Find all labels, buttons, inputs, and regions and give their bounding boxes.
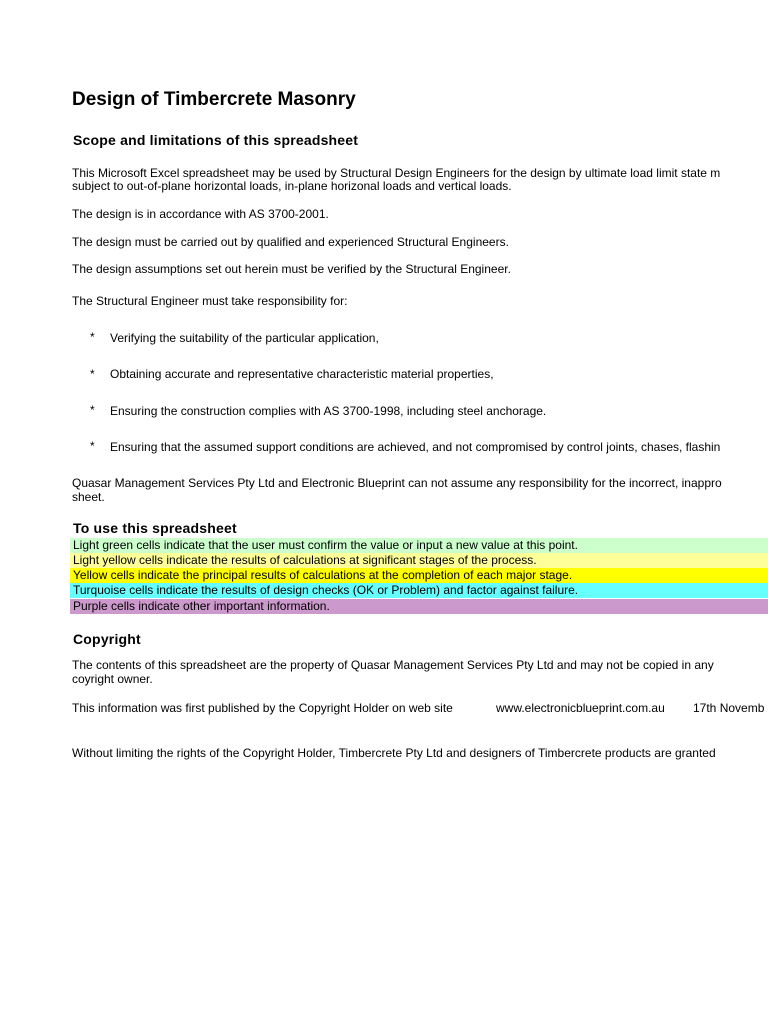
rights-text: Without limiting the rights of the Copyright Holder, Timbercrete Pty Ltd and designers of Timbercrete products are granted bbox=[72, 746, 716, 760]
legend-row-yellow[interactable]: Yellow cells indicate the principal results of calculations at the completion of each major stage. bbox=[70, 568, 768, 583]
intro-line-1: This Microsoft Excel spreadsheet may be used by Structural Design Engineers for the design by ultimate load limit state m bbox=[72, 166, 721, 180]
qualified-text: The design must be carried out by qualified and experienced Structural Engineers. bbox=[72, 235, 509, 249]
bullet-marker: * bbox=[90, 403, 95, 417]
legend-row-light-green[interactable]: Light green cells indicate that the user must confirm the value or input a new value at this point. bbox=[70, 538, 768, 553]
assumptions-text: The design assumptions set out herein must be verified by the Structural Engineer. bbox=[72, 262, 511, 276]
bullet-marker: * bbox=[90, 367, 95, 381]
copyright-line-1: The contents of this spreadsheet are the property of Quasar Management Services Pty Ltd and may not be copied in any bbox=[72, 658, 714, 672]
bullet-item: Ensuring that the assumed support conditions are achieved, and not compromised by control joints, chases, flashin bbox=[110, 440, 721, 454]
bullet-marker: * bbox=[90, 439, 95, 453]
website-link[interactable]: www.electronicblueprint.com.au bbox=[496, 701, 665, 715]
publish-date: 17th Novemb bbox=[693, 701, 765, 715]
standard-text: The design is in accordance with AS 3700-2001. bbox=[72, 207, 329, 221]
bullet-item: Verifying the suitability of the particular application, bbox=[110, 331, 379, 345]
disclaimer-line-1: Quasar Management Services Pty Ltd and Electronic Blueprint can not assume any responsibility for the incorrect, inappro bbox=[72, 476, 722, 490]
usage-heading: To use this spreadsheet bbox=[73, 520, 237, 536]
legend-row-purple[interactable]: Purple cells indicate other important information. bbox=[70, 599, 768, 614]
bullet-item: Obtaining accurate and representative characteristic material properties, bbox=[110, 367, 494, 381]
intro-line-2: subject to out-of-plane horizontal loads, in-plane horizonal loads and vertical loads. bbox=[72, 179, 512, 193]
published-text: This information was first published by the Copyright Holder on web site bbox=[72, 701, 453, 715]
bullet-marker: * bbox=[90, 330, 95, 344]
page-title: Design of Timbercrete Masonry bbox=[72, 89, 356, 110]
disclaimer-line-2: sheet. bbox=[72, 490, 105, 504]
legend-row-light-yellow[interactable]: Light yellow cells indicate the results of calculations at significant stages of the process. bbox=[70, 553, 768, 568]
copyright-heading: Copyright bbox=[73, 631, 141, 647]
responsibility-text: The Structural Engineer must take responsibility for: bbox=[72, 294, 348, 308]
copyright-line-2: coyright owner. bbox=[72, 672, 153, 686]
scope-heading: Scope and limitations of this spreadsheet bbox=[73, 132, 359, 148]
legend-row-turquoise[interactable]: Turquoise cells indicate the results of design checks (OK or Problem) and factor against failure. bbox=[70, 583, 768, 598]
bullet-item: Ensuring the construction complies with AS 3700-1998, including steel anchorage. bbox=[110, 404, 547, 418]
